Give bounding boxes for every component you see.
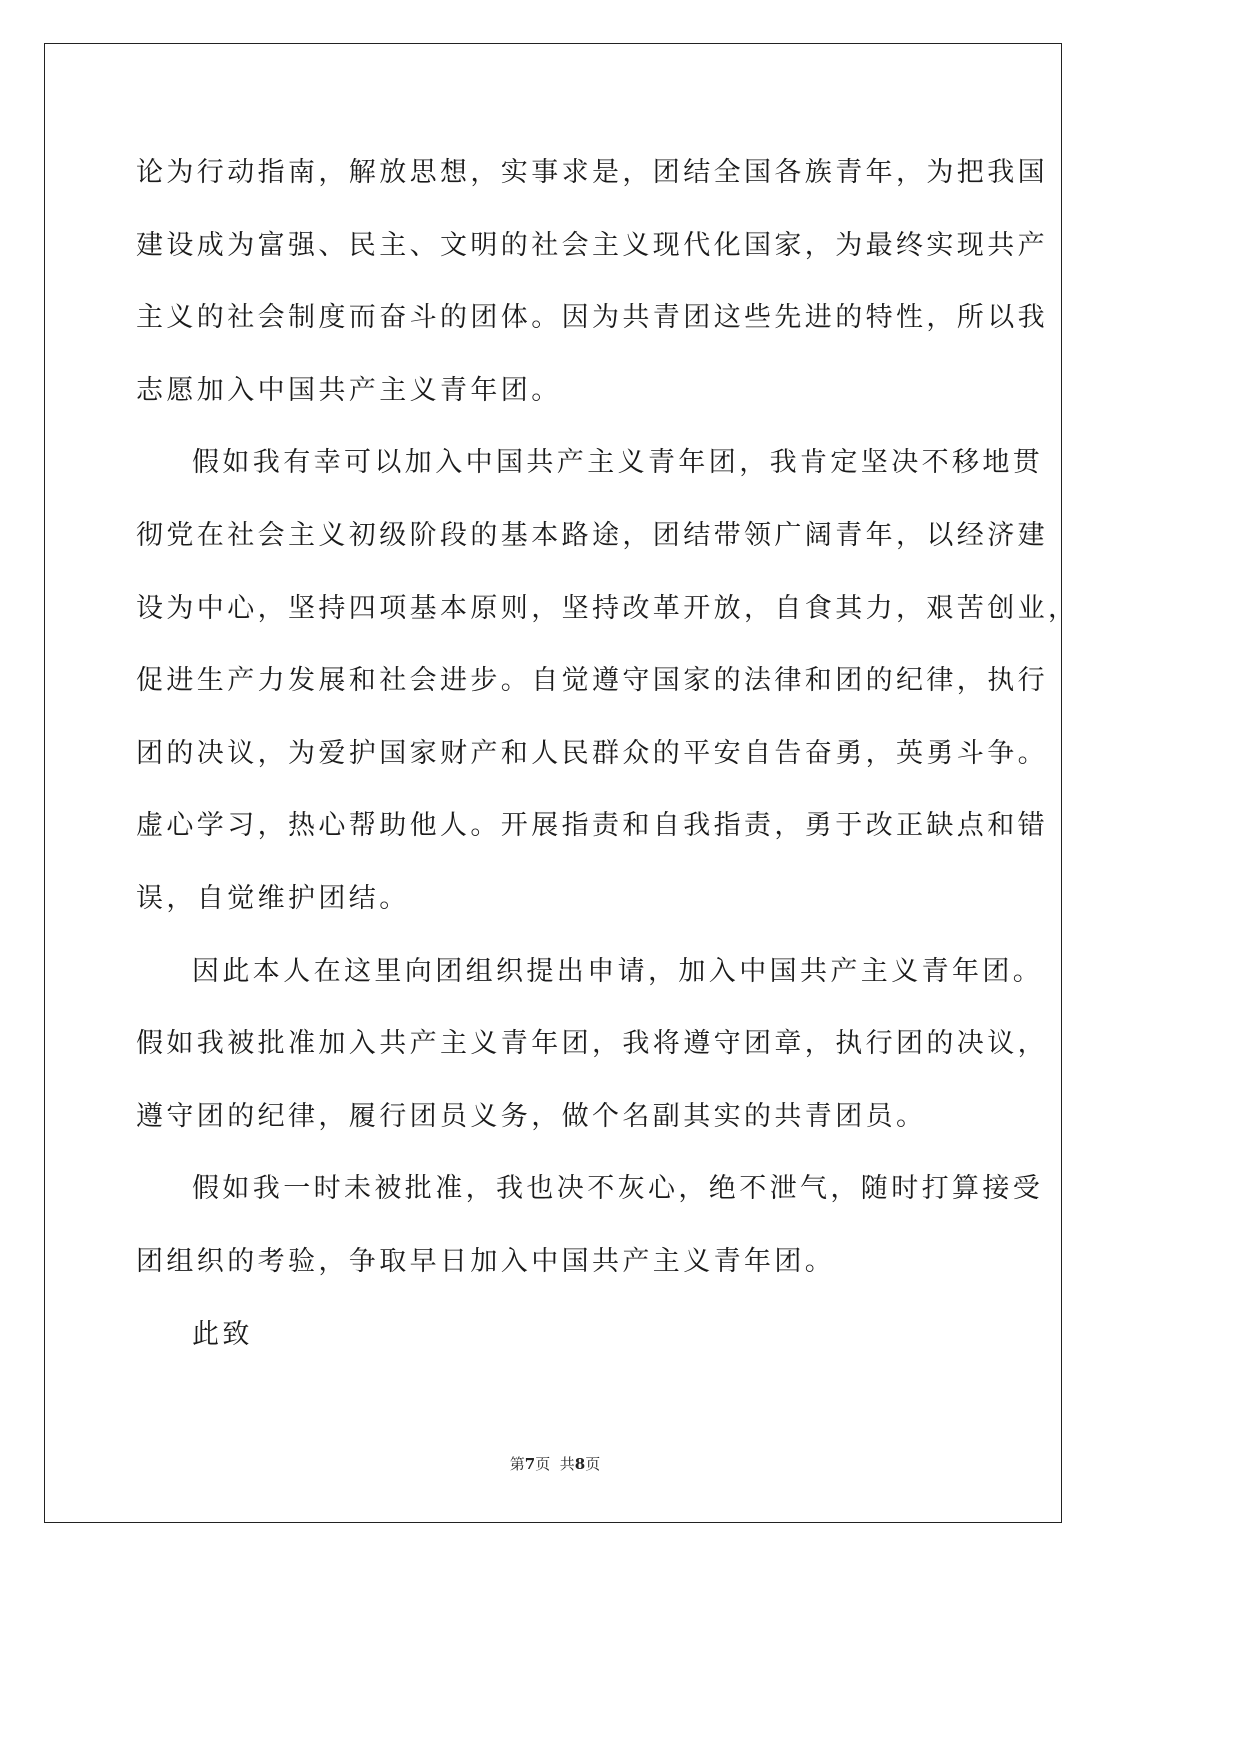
current-page-number: 7 [524,1455,536,1473]
page-mid: 页 共 [535,1455,575,1473]
page-footer [0,1454,1110,1474]
total-page-number: 8 [574,1455,586,1473]
text-line: 虚心学习，热心帮助他人。开展指责和自我指责，勇于改正缺点和错 [136,810,1048,842]
page-suffix: 页 [585,1455,601,1473]
text-line: 假如我被批准加入共产主义青年团，我将遵守团章，执行团的决议， [136,1028,1048,1060]
text-line: 彻党在社会主义初级阶段的基本路途，团结带领广阔青年，以经济建 [136,519,1048,551]
text-line: 团组织的考验，争取早日加入中国共产主义青年团。 [136,1245,836,1277]
text-line: 误，自觉维护团结。 [136,882,410,914]
text-line: 论为行动指南，解放思想，实事求是，团结全国各族青年，为把我国 [136,157,1048,188]
text-line: 主义的社会制度而奋斗的团体。因为共青团这些先进的特性，所以我 [136,302,1048,334]
text-line: 建设成为富强、民主、文明的社会主义现代化国家，为最终实现共产 [136,229,1048,261]
text-line: 遵守团的纪律，履行团员义务，做个名副其实的共青团员。 [136,1100,927,1132]
text-line: 团的决议，为爱护国家财产和人民群众的平安自告奋勇，英勇斗争。 [136,737,1048,769]
text-line: 志愿加入中国共产主义青年团。 [136,374,562,406]
text-line: 促进生产力发展和社会进步。自觉遵守国家的法律和团的纪律，执行 [136,665,1048,697]
paragraph-first-line: 假如我有幸可以加入中国共产主义青年团，我肯定坚决不移地贯 [192,447,1044,479]
closing-salutation: 此致 [192,1318,253,1350]
paragraph-first-line: 假如我一时未被批准，我也决不灰心，绝不泄气，随时打算接受 [192,1173,1044,1205]
text-line: 设为中心，坚持四项基本原则，坚持改革开放，自食其力，艰苦创业， [136,592,1079,624]
document-body [136,148,1079,1382]
page-prefix: 第 [509,1455,525,1473]
paragraph-first-line: 因此本人在这里向团组织提出申请，加入中国共产主义青年团。 [192,955,1044,987]
